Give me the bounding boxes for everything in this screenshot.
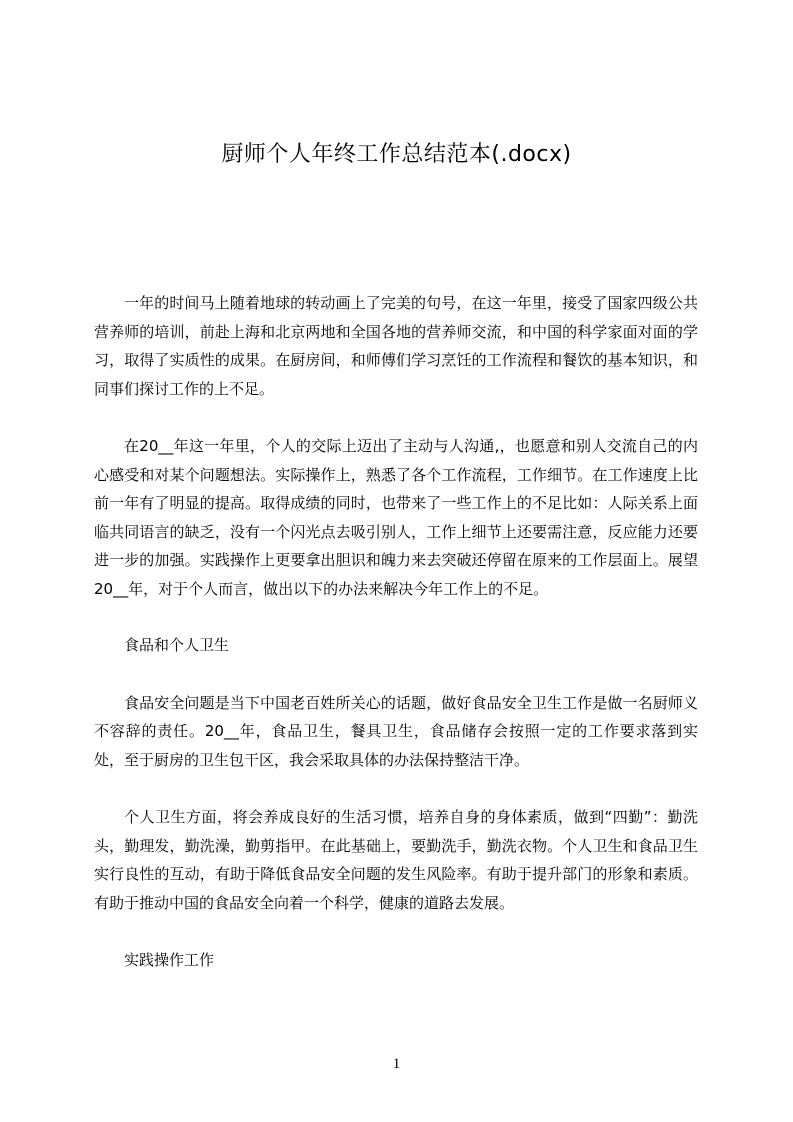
paragraph-food-safety: 食品安全问题是当下中国老百姓所关心的话题，做好食品安全卫生工作是做一名厨师义不容辞的责任。20__年，食品卫生，餐具卫生，食品储存会按照一定的工作要求落到实处，至于厨房的卫生包干区，我会采取具体的办法保持整洁干净。	[94, 693, 698, 769]
paragraph-review: 在20__年这一年里，个人的交际上迈出了主动与人沟通,，也愿意和别人交流自己的内心感受和对某个问题想法。实际操作上，熟悉了各个工作流程，工作细节。在工作速度上比前一年有了明显的提高。取得成绩的同时，也带来了一些工作上的不足比如：人际关系上面临共同语言的缺乏，没有一个闪光点去吸引别人，工作上细节上还要需注意，反应能力还要进一步的加强。实践操作上更要拿出胆识和魄力来去突破还停留在原来的工作层面上。展望20__年，对于个人而言，做出以下的办法来解决今年工作上的不足。	[94, 437, 698, 598]
section-heading-practice: 实践操作工作	[124, 951, 215, 969]
paragraph-personal-hygiene: 个人卫生方面，将会养成良好的生活习惯，培养自身的身体素质，做到“四勤”：勤洗头，勤理发，勤洗澡，勤剪指甲。在此基础上，要勤洗手，勤洗衣物。个人卫生和食品卫生实行良性的互动，有助于降低食品安全问题的发生风险率。有助于提升部门的形象和素质。有助于推动中国的食品安全向着一个科学，健康的道路去发展。	[94, 808, 698, 912]
section-heading-hygiene: 食品和个人卫生	[124, 636, 230, 654]
document-body	[94, 289, 698, 975]
page-number: 1	[392, 1056, 401, 1072]
document-title: 厨师个人年终工作总结范本(.docx)	[221, 142, 572, 167]
paragraph-intro: 一年的时间马上随着地球的转动画上了完美的句号，在这一年里，接受了国家四级公共营养师的培训，前赴上海和北京两地和全国各地的营养师交流，和中国的科学家面对面的学习，取得了实质性的成果。在厨房间，和师傅们学习烹饪的工作流程和餐饮的基本知识，和同事们探讨工作的上不足。	[94, 294, 698, 398]
